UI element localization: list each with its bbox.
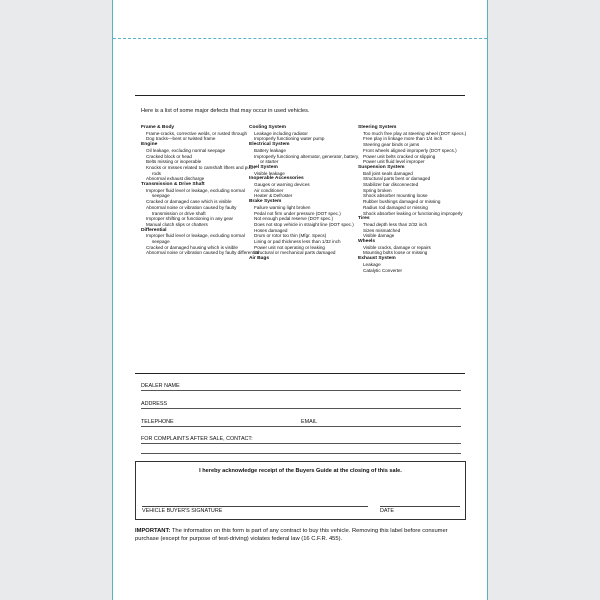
defect-item: Ball joint seals damaged — [363, 170, 413, 176]
defect-item: Power unit fluid level improper — [363, 159, 425, 165]
complaints-extra-line[interactable] — [141, 452, 461, 454]
defect-item: Visible damage — [363, 233, 395, 239]
important-notice — [135, 528, 469, 543]
defect-section-title: Frame & Body — [141, 125, 175, 130]
defect-item: Abnormal noise or vibration caused by faulty differential — [146, 250, 259, 256]
defect-item: Cracked or damaged housing which is visible — [146, 244, 238, 250]
defect-item: Spring broken — [363, 187, 392, 193]
defect-item: Radius rod damaged or missing — [363, 204, 428, 210]
defect-section-title: Suspension System — [358, 164, 405, 170]
defect-item: Abnormal noise or vibration caused by faulty transmission or drive shaft — [146, 204, 237, 216]
defect-item: Stabilizer bar disconnected — [363, 182, 419, 188]
defect-section-title: Exhaust System — [358, 256, 396, 262]
defect-section-title: Air Bags — [249, 256, 270, 262]
telephone-field[interactable] — [141, 419, 461, 427]
defect-item: Lining or pad thickness less than 1/32 inch — [254, 239, 341, 245]
defect-item: Dog tracks—bent or twisted frame — [146, 136, 216, 142]
defect-item: Structural parts bent or damaged — [363, 176, 431, 182]
signature-line[interactable] — [142, 506, 368, 507]
defects-column-1 — [141, 125, 259, 256]
defect-item: Not enough pedal reserve (DOT spec.) — [254, 216, 334, 222]
defect-item: Structural or mechanical parts damaged — [254, 250, 336, 256]
defect-item: Leakage — [363, 261, 381, 267]
top-rule — [135, 95, 465, 96]
defect-item: Battery leakage — [254, 147, 286, 153]
important-text: The information on this form is part of any contract to buy this vehicle. Removing this label before consumer purchase (except for purpose of test-driving) violates federal law (16 C.F.R. 455). — [135, 528, 448, 542]
defect-item: Too much free play at steering wheel (DOT specs.) — [363, 130, 467, 136]
defect-item: Shock absorber leaking or functioning improperly — [363, 210, 463, 216]
defect-item: Rubber bushings damaged or missing — [363, 199, 441, 205]
defect-item: Hoses damaged — [254, 227, 288, 233]
defect-section-title: Cooling System — [249, 125, 286, 130]
dealer-name-field[interactable] — [141, 383, 461, 391]
complaints-label: FOR COMPLAINTS AFTER SALE, CONTACT: — [141, 436, 253, 442]
signature-label: VEHICLE BUYER'S SIGNATURE — [142, 508, 223, 514]
complaints-contact-field[interactable] — [141, 436, 461, 444]
defect-item: Improper fluid level or leakage, excluding normal seepage — [146, 187, 245, 199]
defect-item: Manual clutch slips or chatters — [146, 221, 208, 227]
middle-rule — [135, 373, 465, 374]
defect-item: Pedal not firm under pressure (DOT spec.) — [254, 210, 341, 216]
defect-section-title: Tires — [358, 216, 370, 222]
buyers-guide-sheet — [112, 0, 488, 600]
important-label: IMPORTANT: — [135, 528, 171, 534]
defect-item: Cracked or damaged case which is visible — [146, 199, 232, 205]
defect-item: Air conditioner — [254, 187, 284, 193]
defect-item: Front wheels aligned improperly (DOT specs.) — [363, 147, 457, 153]
defect-item: Abnormal exhaust discharge — [146, 176, 205, 182]
defect-section-title: Engine — [141, 142, 158, 148]
date-line[interactable] — [380, 506, 460, 507]
defect-item: Heater & Defroster — [254, 193, 293, 199]
perforation-line — [113, 38, 487, 39]
telephone-label: TELEPHONE — [141, 419, 174, 425]
defect-item: Power unit not operating or leaking — [254, 244, 325, 250]
defect-item: Improper fluid level or leakage, excluding normal seepage — [146, 233, 245, 245]
defect-section-title: Fuel System — [249, 164, 278, 170]
defect-section-title: Brake System — [249, 199, 282, 205]
address-field[interactable] — [141, 401, 461, 409]
defect-item: Gauges or warning devices — [254, 182, 310, 188]
defect-item: Drum or rotor too thin (Mfgr. Specs) — [254, 233, 327, 239]
defect-section-title: Steering System — [358, 125, 397, 130]
defect-item: Sizes mismatched — [363, 227, 401, 233]
defect-item: Cracked block or head — [146, 153, 192, 159]
defect-item: Steering gear binds or jams — [363, 142, 420, 148]
defect-item: Improper shifting or functioning in any gear — [146, 216, 234, 222]
defect-section-title: Differential — [141, 227, 167, 233]
defect-item: Visible leakage — [254, 170, 285, 176]
defect-section-title: Electrical System — [249, 142, 290, 148]
defect-section-title: Transmission & Drive Shaft — [141, 182, 205, 188]
defects-column-3 — [358, 125, 470, 273]
defect-item: Improperly functioning alternator, generator, battery, or starter — [254, 153, 360, 165]
defect-item: Tread depth less than 2/32 inch — [363, 221, 428, 227]
defect-item: Leakage including radiator — [254, 130, 308, 136]
defect-item: Catalytic Converter — [363, 267, 403, 273]
defect-item: Does not stop vehicle in straight line (DOT spec.) — [254, 221, 354, 227]
defect-section-title: Wheels — [358, 239, 376, 245]
defect-item: Belts missing or inoperable — [146, 159, 202, 165]
defect-item: Frame-cracks, corrective welds, or rusted through — [146, 130, 248, 136]
defect-section-title: Inoperable Accessories — [249, 176, 304, 182]
acknowledgement-text: I hereby acknowledge receipt of the Buyers Guide at the closing of this sale. — [199, 468, 402, 474]
dealer-name-label: DEALER NAME — [141, 383, 180, 389]
defect-item: Free play in linkage more than 1/4 inch — [363, 136, 443, 142]
defects-intro: Here is a list of some major defects that may occur in used vehicles. — [141, 108, 310, 114]
email-label: EMAIL — [301, 419, 318, 425]
defect-item: Shock absorber mounting loose — [363, 193, 428, 199]
acknowledgement-box — [135, 461, 466, 520]
defect-item: Failure warning light broken — [254, 204, 311, 210]
defect-item: Improperly functioning water pump — [254, 136, 325, 142]
defect-item: Power unit belts cracked or slipping — [363, 153, 436, 159]
defect-item: Visible cracks, damage or repairs — [363, 244, 431, 250]
defect-item: Knocks or misses related to camshaft lifters and push rods — [146, 164, 255, 176]
defect-item: Mounting bolts loose or missing — [363, 250, 428, 256]
address-label: ADDRESS — [141, 401, 168, 407]
defects-column-2 — [249, 125, 361, 262]
defect-item: Oil leakage, excluding normal seepage — [146, 147, 226, 153]
date-label: DATE — [380, 508, 394, 514]
